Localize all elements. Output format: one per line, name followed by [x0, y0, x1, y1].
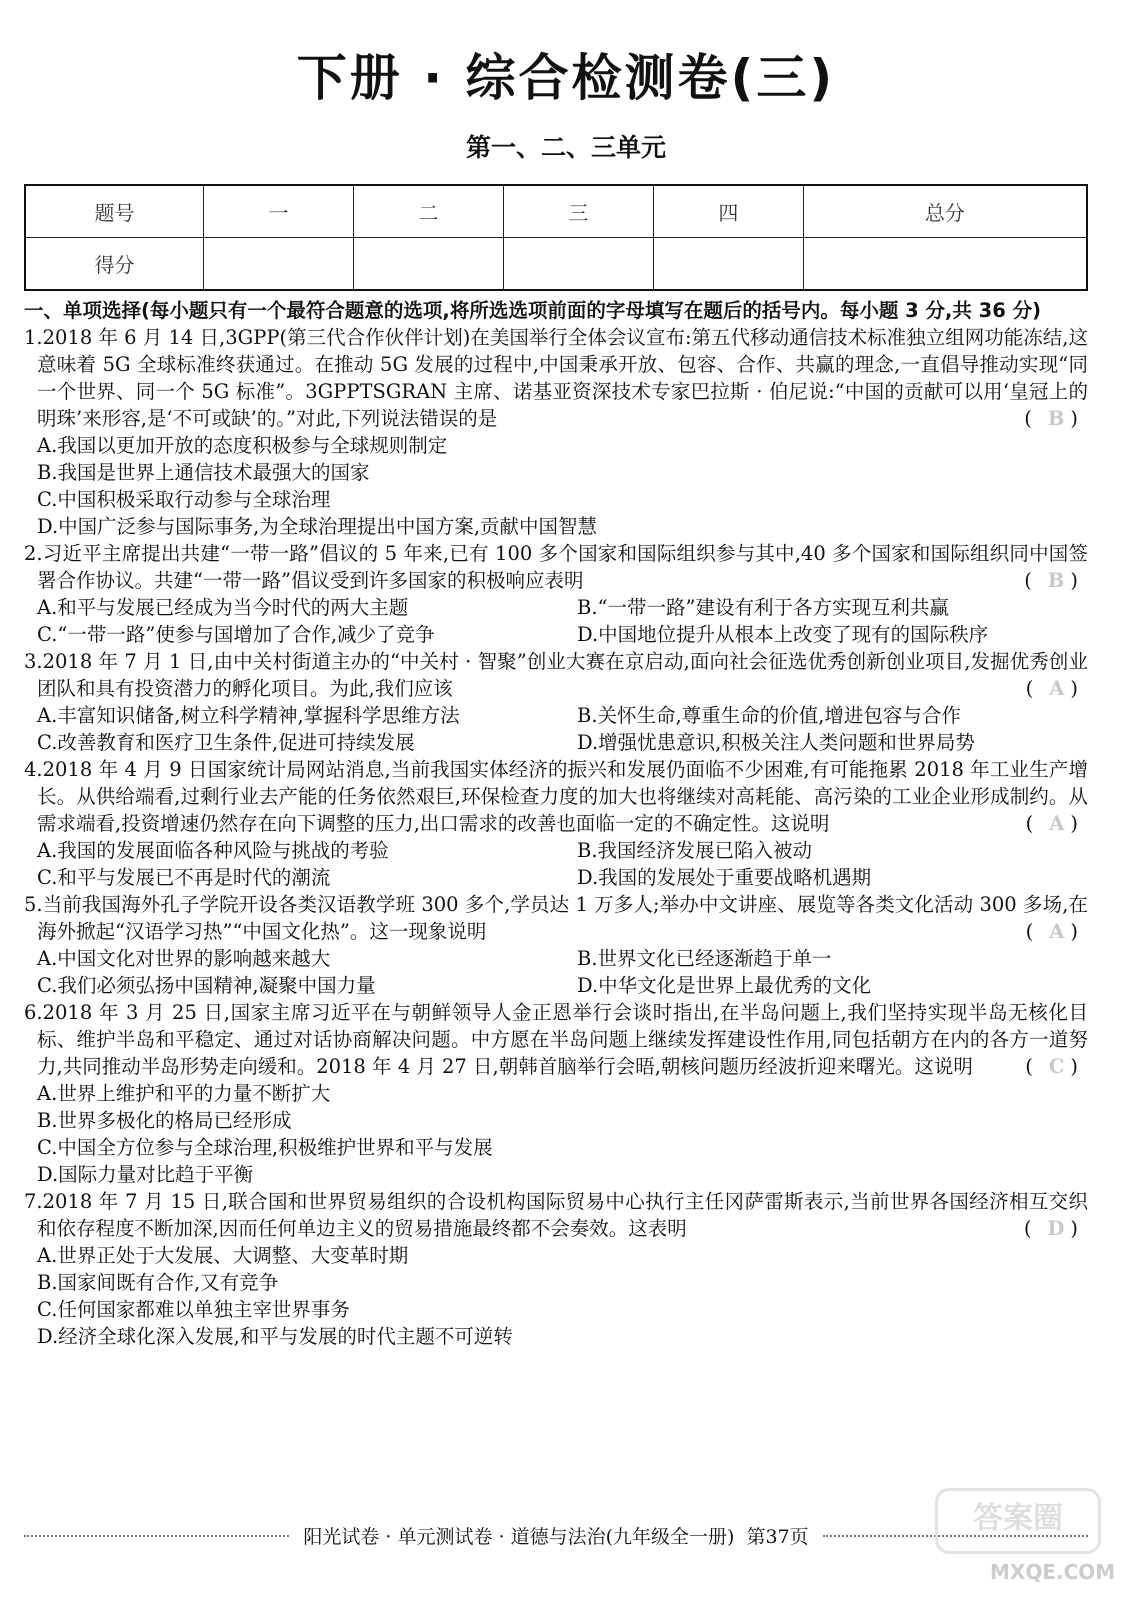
section-heading: 一、单项选择(每小题只有一个最符合题意的选项,将所选选项前面的字母填写在题后的括号内。每小题 3 分,共 36 分) — [24, 299, 1041, 322]
footer-divider — [24, 1535, 289, 1537]
option: C.任何国家都难以单独主宰世界事务 — [37, 1298, 350, 1321]
answer-bracket: ( A ) — [1025, 920, 1088, 943]
score-cell — [803, 238, 1087, 291]
option: D.中国地位提升从根本上改变了现有的国际秩序 — [577, 623, 989, 646]
question — [24, 891, 1088, 999]
option: B.“一带一路”建设有利于各方实现互利共赢 — [577, 596, 949, 619]
option: D.中国广泛参与国际事务,为全球治理提出中国方案,贡献中国智慧 — [37, 515, 598, 538]
exam-content — [24, 297, 1088, 1350]
option: D.国际力量对比趋于平衡 — [37, 1163, 254, 1186]
option: B.关怀生命,尊重生命的价值,增进包容与合作 — [577, 704, 961, 727]
question-stem: 6.2018 年 3 月 25 日,国家主席习近平在与朝鲜领导人金正恩举行会谈时指出,在半岛问题上,我们坚持实现半岛无核化目标、维护半岛和平稳定、通过对话协商解决问题。中方愿在半岛问题上继续发挥建设性作用,同包括朝方在内的各方一道努力,共同推动半岛形势走向缓和。2018 年 4 月 27 日,朝韩首脑举行会晤,朝核问题历经波折迎来曙光。这说明 ( C ) — [24, 1001, 1088, 1078]
answer-mark: A — [1049, 920, 1065, 943]
page-subtitle: 第一、二、三单元 — [465, 133, 666, 162]
score-header-cell: 二 — [353, 185, 503, 238]
option: B.我国经济发展已陷入被动 — [577, 839, 813, 862]
option-grid — [24, 945, 1088, 999]
option: D.增强忧患意识,积极关注人类问题和世界局势 — [577, 731, 975, 754]
score-header-cell: 总分 — [803, 185, 1087, 238]
score-cell — [204, 238, 354, 291]
option: C.我们必须弘扬中国精神,凝聚中国力量 — [37, 974, 376, 997]
footer-text: 阳光试卷 · 单元测试卷 · 道德与法治(九年级全一册) 第37页 — [303, 1526, 809, 1548]
answer-mark: A — [1049, 677, 1065, 700]
question — [24, 756, 1088, 891]
question-stem: 7.2018 年 7 月 15 日,联合国和世界贸易组织的合设机构国际贸易中心执行主任冈萨雷斯表示,当前世界各国经济相互交织和依存程度不断加深,因而任何单边主义的贸易措施最终都不会奏效。这表明 ( D ) — [24, 1190, 1088, 1240]
option: A.世界上维护和平的力量不断扩大 — [37, 1082, 331, 1105]
score-header-cell: 一 — [204, 185, 354, 238]
answer-bracket: ( A ) — [1025, 677, 1088, 700]
score-header-cell: 四 — [653, 185, 803, 238]
watermark-logo: 答案圈 — [935, 1488, 1101, 1554]
question-stem: 2.习近平主席提出共建“一带一路”倡议的 5 年来,已有 100 多个国家和国际组织参与其中,40 多个国家和国际组织同中国签署合作协议。共建“一带一路”倡议受到许多国家的积极响应表明 ( B ) — [24, 542, 1088, 592]
option: B.世界文化已经逐渐趋于单一 — [577, 947, 832, 970]
option: C.“一带一路”使参与国增加了合作,减少了竞争 — [37, 623, 435, 646]
answer-bracket: ( A ) — [1025, 812, 1088, 835]
option: D.我国的发展处于重要战略机遇期 — [577, 866, 872, 889]
option: B.我国是世界上通信技术最强大的国家 — [37, 461, 370, 484]
option: C.中国积极采取行动参与全球治理 — [37, 488, 331, 511]
answer-mark: B — [1047, 569, 1065, 592]
score-header-cell: 题号 — [25, 185, 204, 238]
score-header-cell: 三 — [503, 185, 653, 238]
option-grid — [24, 594, 1088, 648]
page-footer — [24, 1522, 1088, 1549]
page-title: 下册 · 综合检测卷(三) — [296, 49, 836, 107]
option: D.经济全球化深入发展,和平与发展的时代主题不可逆转 — [37, 1325, 513, 1348]
question-stem: 5.当前我国海外孔子学院开设各类汉语教学班 300 多个,学员达 1 万多人;举办中文讲座、展览等各类文化活动 300 多场,在海外掀起“汉语学习热”“中国文化热”。这一现象说明 ( A ) — [24, 893, 1088, 943]
option: A.丰富知识储备,树立科学精神,掌握科学思维方法 — [37, 704, 460, 727]
option: A.世界正处于大发展、大调整、大变革时期 — [37, 1244, 409, 1267]
score-table-score-row — [25, 238, 1087, 291]
score-cell — [503, 238, 653, 291]
option: C.中国全方位参与全球治理,积极维护世界和平与发展 — [37, 1136, 493, 1159]
question — [24, 324, 1088, 540]
option: A.我国的发展面临各种风险与挑战的考验 — [37, 839, 389, 862]
question-stem: 1.2018 年 6 月 14 日,3GPP(第三代合作伙伴计划)在美国举行全体会议宣布:第五代移动通信技术标准独立组网功能冻结,这意味着 5G 全球标准终获通过。在推动 5G 发展的过程中,中国秉承开放、包容、合作、共赢的理念,一直倡导推动实现“同一个世界、同一个 5G 标准”。3GPPTSGRAN 主席、诺基亚资深技术专家巴拉斯 · 伯尼说:“中国的贡献可以用‘皇冠上的明珠’来形容,是‘不可或缺’的。”对此,下列说法错误的是 ( B ) — [24, 326, 1088, 430]
answer-mark: B — [1047, 407, 1065, 430]
question — [24, 648, 1088, 756]
watermark-url: MXQE.COM — [990, 1560, 1116, 1584]
score-row-label: 得分 — [25, 238, 204, 291]
question-stem: 3.2018 年 7 月 1 日,由中关村街道主办的“中关村 · 智聚”创业大赛在京启动,面向社会征选优秀创新创业项目,发掘优秀创业团队和具有投资潜力的孵化项目。为此,我们应该 ( A ) — [24, 650, 1088, 700]
page-number: 第37页 — [746, 1526, 809, 1548]
option-grid — [24, 837, 1088, 891]
option: B.世界多极化的格局已经形成 — [37, 1109, 292, 1132]
score-cell — [353, 238, 503, 291]
option: A.我国以更加开放的态度积极参与全球规则制定 — [37, 434, 448, 457]
answer-bracket: ( B ) — [1024, 569, 1088, 592]
question — [24, 999, 1088, 1188]
question — [24, 1188, 1088, 1350]
option: A.和平与发展已经成为当今时代的两大主题 — [37, 596, 409, 619]
answer-bracket: ( D ) — [1023, 1217, 1088, 1240]
option-grid — [24, 702, 1088, 756]
score-cell — [653, 238, 803, 291]
option: A.中国文化对世界的影响越来越大 — [37, 947, 331, 970]
option: B.国家间既有合作,又有竞争 — [37, 1271, 279, 1294]
answer-bracket: ( B ) — [1024, 407, 1088, 430]
question-stem: 4.2018 年 4 月 9 日国家统计局网站消息,当前我国实体经济的振兴和发展仍面临不少困难,有可能拖累 2018 年工业生产增长。从供给端看,过剩行业去产能的任务依然艰巨,环保检查力度的加大也将继续对高耗能、高污染的工业企业形成制约。从需求端看,投资增速仍然存在向下调整的压力,出口需求的改善也面临一定的不确定性。这说明 ( A ) — [24, 758, 1088, 835]
answer-mark: C — [1048, 1055, 1065, 1078]
option: C.改善教育和医疗卫生条件,促进可持续发展 — [37, 731, 415, 754]
answer-mark: A — [1049, 812, 1065, 835]
score-table-header-row — [25, 185, 1087, 238]
question — [24, 540, 1088, 648]
option: D.中华文化是世界上最优秀的文化 — [577, 974, 872, 997]
answer-bracket: ( C ) — [1025, 1055, 1088, 1078]
answer-mark: D — [1047, 1217, 1065, 1240]
option: C.和平与发展已不再是时代的潮流 — [37, 866, 331, 889]
score-table — [24, 184, 1088, 291]
